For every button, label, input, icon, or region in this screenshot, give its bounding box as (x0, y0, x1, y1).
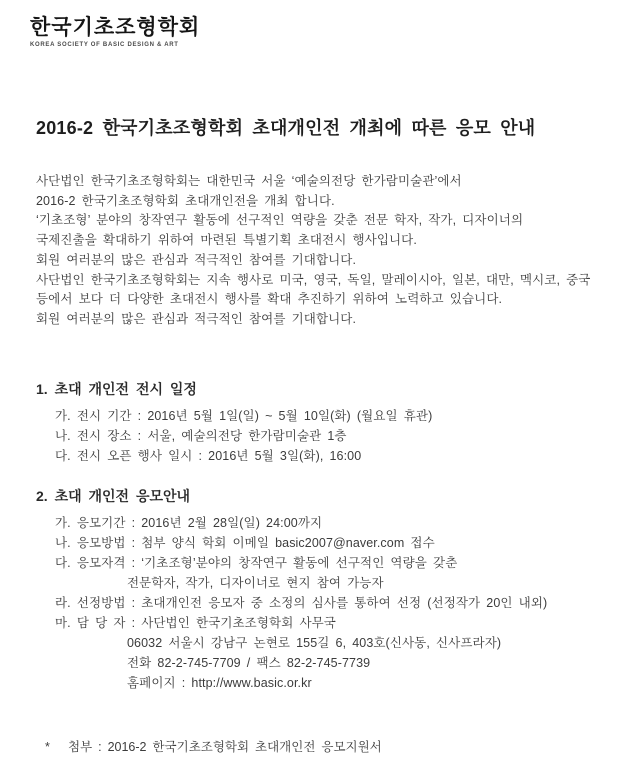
section-exhibition-schedule (36, 381, 432, 466)
attachment-asterisk: * (45, 740, 50, 754)
attachment-note (45, 737, 382, 755)
org-logo (30, 16, 200, 48)
intro-line: 회원 여러분의 많은 관심과 적극적인 참여를 기대합니다. (36, 311, 357, 326)
contact-phone-fax-line: 전화 82-2-745-7709 / 팩스 82-2-745-7739 (127, 656, 371, 670)
schedule-item-opening: 다. 전시 오픈 행사 일시 : 2016년 5월 3일(화), 16:00 (55, 449, 362, 463)
contact-address-line: 06032 서울시 강남구 논현로 155길 6, 403호(신사동, 신사프라자) (127, 636, 502, 650)
intro-line: ‘기초조형’ 분야의 창작연구 활동에 선구적인 역량을 갖춘 전문 학자, 작가, 디자이너의 (36, 213, 524, 228)
schedule-item-venue: 나. 전시 장소 : 서울, 예술의전당 한가람미술관 1층 (55, 429, 347, 443)
intro-line: 국제진출을 확대하기 위하여 마련된 특별기획 초대전시 행사입니다. (36, 233, 417, 248)
intro-paragraph (36, 172, 590, 330)
application-item-deadline: 가. 응모기간 : 2016년 2월 28일(일) 24:00까지 (55, 516, 323, 530)
org-logo-subtitle: KOREA SOCIETY OF BASIC DESIGN & ART (30, 42, 179, 48)
intro-line: 등에서 보다 더 다양한 초대전시 행사를 확대 추진하기 위하여 노력하고 있습니다. (36, 292, 503, 307)
application-item-eligibility-continuation: 전문학자, 작가, 디자이너로 현지 참여 가능자 (127, 576, 384, 590)
application-item-contact: 마. 담 당 자 : 사단법인 한국기초조형학회 사무국 (55, 616, 336, 630)
section-application-guide (36, 488, 547, 693)
contact-homepage-line: 홈페이지 : http://www.basic.or.kr (127, 676, 312, 690)
intro-line: 사단법인 한국기초조형학회는 대한민국 서울 ‘예술의전당 한가람미술관’에서 (36, 174, 462, 188)
section-1-heading: 1. 초대 개인전 전시 일정 (36, 381, 197, 397)
intro-line: 2016-2 한국기초조형학회 초대개인전을 개최 합니다. (36, 193, 335, 208)
section-2-heading: 2. 초대 개인전 응모안내 (36, 488, 191, 504)
application-item-eligibility: 다. 응모자격 : ‘기초조형’분야의 창작연구 활동에 선구적인 역량을 갖춘 (55, 556, 458, 570)
application-item-method: 나. 응모방법 : 첨부 양식 학회 이메일 basic2007@naver.com 접수 (55, 536, 435, 550)
schedule-item-period: 가. 전시 기간 : 2016년 5월 1일(일) ~ 5월 10일(화) (월요일 휴관) (55, 409, 433, 423)
application-item-selection: 라. 선정방법 : 초대개인전 응모자 중 소정의 심사를 통하여 선정 (선정작가 20인 내외) (55, 596, 548, 610)
attachment-note-text: 첨부 : 2016-2 한국기초조형학회 초대개인전 응모지원서 (68, 740, 382, 754)
page-title: 2016-2 한국기초조형학회 초대개인전 개최에 따른 응모 안내 (36, 118, 536, 138)
org-logo-wordmark: 한국기초조형학회 (30, 16, 201, 39)
intro-line: 사단법인 한국기초조형학회는 지속 행사로 미국, 영국, 독일, 말레이시아, 일본, 대만, 멕시코, 중국 (36, 272, 591, 287)
intro-line: 회원 여러분의 많은 관심과 적극적인 참여를 기대합니다. (36, 252, 357, 267)
